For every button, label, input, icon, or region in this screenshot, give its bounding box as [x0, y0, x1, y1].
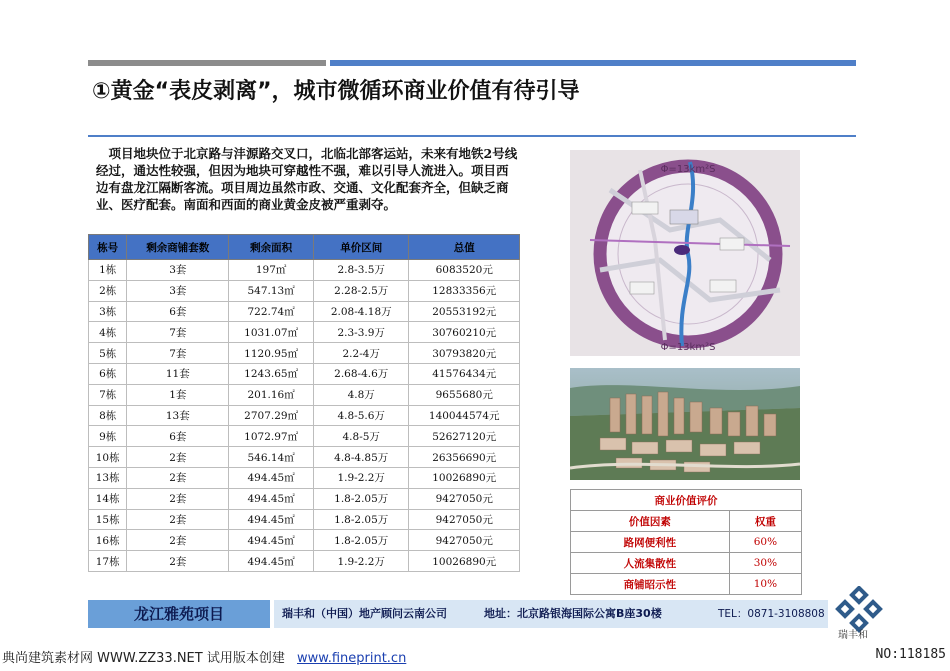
- table-row: [89, 467, 520, 488]
- logo-text: 瑞丰和: [838, 630, 868, 641]
- eval-factor: 商铺昭示性: [571, 574, 730, 595]
- title-underline: [88, 135, 856, 137]
- cell-total: 10026890元: [409, 551, 520, 572]
- header-price: 单价区间: [314, 235, 409, 260]
- cell-area: 494.45㎡: [229, 488, 314, 509]
- cell-price: 4.8-5万: [314, 426, 409, 447]
- company-address: 地址：北京路银海国际公寓B座30楼: [484, 607, 662, 620]
- cell-building: 16栋: [89, 530, 127, 551]
- aerial-rendering-image: [570, 368, 800, 480]
- cell-area: 1243.65㎡: [229, 363, 314, 384]
- cell-price: 4.8万: [314, 384, 409, 405]
- header-building: 栋号: [89, 235, 127, 260]
- cell-total: 12833356元: [409, 280, 520, 301]
- eval-title: 商业价值评价: [571, 490, 802, 511]
- cell-units: 2套: [127, 447, 229, 468]
- watermark: [2, 647, 406, 666]
- cell-total: 41576434元: [409, 363, 520, 384]
- table-row: [89, 426, 520, 447]
- cell-building: 14栋: [89, 488, 127, 509]
- table-row: [89, 551, 520, 572]
- cell-units: 13套: [127, 405, 229, 426]
- location-map-graphic: [570, 150, 800, 356]
- table-row: [89, 301, 520, 322]
- cell-price: 2.08-4.18万: [314, 301, 409, 322]
- cell-building: 4栋: [89, 322, 127, 343]
- cell-price: 1.8-2.05万: [314, 488, 409, 509]
- commercial-value-table: [570, 489, 802, 595]
- table-row: [89, 343, 520, 364]
- project-name: 龙江雅苑项目: [88, 600, 270, 628]
- cell-units: 2套: [127, 467, 229, 488]
- eval-row: [571, 553, 802, 574]
- cell-total: 30793820元: [409, 343, 520, 364]
- cell-price: 2.68-4.6万: [314, 363, 409, 384]
- intro-paragraph: 项目地块位于北京路与沣源路交叉口，北临北部客运站，未来有地铁2号线经过，通达性较强，但因为地块可穿越性不强，难以引导人流进入。项目西边有盘龙江隔断客流。项目周边虽然市政、交通、文化配套齐全，但缺乏商业、医疗配套。南面和西面的商业黄金皮被严重剥夺。: [96, 146, 518, 212]
- eval-weight: 60%: [729, 532, 801, 553]
- watermark-text: 典尚建筑素材网 WWW.ZZ33.NET 试用版本创建: [2, 651, 285, 666]
- cell-area: 1120.95㎡: [229, 343, 314, 364]
- cell-building: 7栋: [89, 384, 127, 405]
- eval-row: [571, 574, 802, 595]
- table-row: [89, 260, 520, 281]
- cell-units: 7套: [127, 322, 229, 343]
- cell-building: 9栋: [89, 426, 127, 447]
- cell-units: 2套: [127, 488, 229, 509]
- header-units: 剩余商铺套数: [127, 235, 229, 260]
- cell-area: 547.13㎡: [229, 280, 314, 301]
- cell-area: 494.45㎡: [229, 551, 314, 572]
- cell-price: 4.8-4.85万: [314, 447, 409, 468]
- cell-units: 1套: [127, 384, 229, 405]
- company-phone: TEL：0871-3108808: [718, 608, 825, 620]
- cell-units: 7套: [127, 343, 229, 364]
- cell-building: 5栋: [89, 343, 127, 364]
- eval-factor: 人流集散性: [571, 553, 730, 574]
- cell-building: 8栋: [89, 405, 127, 426]
- header-total: 总值: [409, 235, 520, 260]
- cell-building: 15栋: [89, 509, 127, 530]
- cell-units: 6套: [127, 301, 229, 322]
- map-label-bottom: Φ=13km²S: [660, 342, 716, 353]
- cell-units: 3套: [127, 280, 229, 301]
- eval-weight: 30%: [729, 553, 801, 574]
- cell-building: 1栋: [89, 260, 127, 281]
- cell-area: 197㎡: [229, 260, 314, 281]
- cell-area: 1072.97㎡: [229, 426, 314, 447]
- table-row: [89, 447, 520, 468]
- header-bar-gray: [88, 60, 326, 66]
- header-area: 剩余面积: [229, 235, 314, 260]
- eval-header-weight: 权重: [729, 511, 801, 532]
- cell-price: 1.8-2.05万: [314, 530, 409, 551]
- table-row: [89, 488, 520, 509]
- cell-area: 494.45㎡: [229, 530, 314, 551]
- location-map-image: [570, 150, 800, 356]
- cell-total: 9655680元: [409, 384, 520, 405]
- cell-area: 722.74㎡: [229, 301, 314, 322]
- eval-weight: 10%: [729, 574, 801, 595]
- cell-price: 1.9-2.2万: [314, 551, 409, 572]
- cell-total: 9427050元: [409, 509, 520, 530]
- cell-units: 2套: [127, 530, 229, 551]
- cell-price: 1.8-2.05万: [314, 509, 409, 530]
- watermark-number: NO:118185: [875, 647, 946, 662]
- cell-price: 4.8-5.6万: [314, 405, 409, 426]
- cell-price: 2.28-2.5万: [314, 280, 409, 301]
- cell-total: 20553192元: [409, 301, 520, 322]
- cell-area: 494.45㎡: [229, 467, 314, 488]
- cell-total: 52627120元: [409, 426, 520, 447]
- table-row: [89, 363, 520, 384]
- cell-building: 3栋: [89, 301, 127, 322]
- table-row: [89, 509, 520, 530]
- cell-building: 17栋: [89, 551, 127, 572]
- eval-row: [571, 532, 802, 553]
- cell-building: 6栋: [89, 363, 127, 384]
- cell-total: 6083520元: [409, 260, 520, 281]
- cell-price: 2.2-4万: [314, 343, 409, 364]
- cell-building: 2栋: [89, 280, 127, 301]
- cell-units: 2套: [127, 551, 229, 572]
- cell-units: 11套: [127, 363, 229, 384]
- table-row: [89, 405, 520, 426]
- cell-units: 2套: [127, 509, 229, 530]
- cell-building: 10栋: [89, 447, 127, 468]
- footer-info-bar: [274, 600, 828, 628]
- cell-total: 140044574元: [409, 405, 520, 426]
- cell-units: 6套: [127, 426, 229, 447]
- company-name: 瑞丰和（中国）地产顾问云南公司: [282, 607, 447, 620]
- cell-price: 2.8-3.5万: [314, 260, 409, 281]
- watermark-link[interactable]: www.fineprint.cn: [296, 651, 407, 666]
- cell-total: 9427050元: [409, 530, 520, 551]
- cell-total: 10026890元: [409, 467, 520, 488]
- cell-area: 1031.07㎡: [229, 322, 314, 343]
- table-row: [89, 322, 520, 343]
- cell-price: 1.9-2.2万: [314, 467, 409, 488]
- cell-total: 26356690元: [409, 447, 520, 468]
- cell-total: 30760210元: [409, 322, 520, 343]
- table-row: [89, 530, 520, 551]
- cell-area: 494.45㎡: [229, 509, 314, 530]
- eval-factor: 路网便利性: [571, 532, 730, 553]
- page-title: ①黄金“表皮剥离”，城市微循环商业价值有待引导: [92, 79, 580, 104]
- table-row: [89, 384, 520, 405]
- aerial-rendering-graphic: [570, 368, 800, 480]
- cell-total: 9427050元: [409, 488, 520, 509]
- eval-header-factor: 价值因素: [571, 511, 730, 532]
- map-label-top: Φ=13km²S: [660, 164, 716, 175]
- cell-price: 2.3-3.9万: [314, 322, 409, 343]
- cell-units: 3套: [127, 260, 229, 281]
- cell-area: 546.14㎡: [229, 447, 314, 468]
- cell-area: 201.16㎡: [229, 384, 314, 405]
- units-table-header: [89, 235, 520, 260]
- cell-area: 2707.29㎡: [229, 405, 314, 426]
- units-table: [88, 234, 520, 572]
- header-bar-blue: [330, 60, 856, 66]
- table-row: [89, 280, 520, 301]
- cell-building: 13栋: [89, 467, 127, 488]
